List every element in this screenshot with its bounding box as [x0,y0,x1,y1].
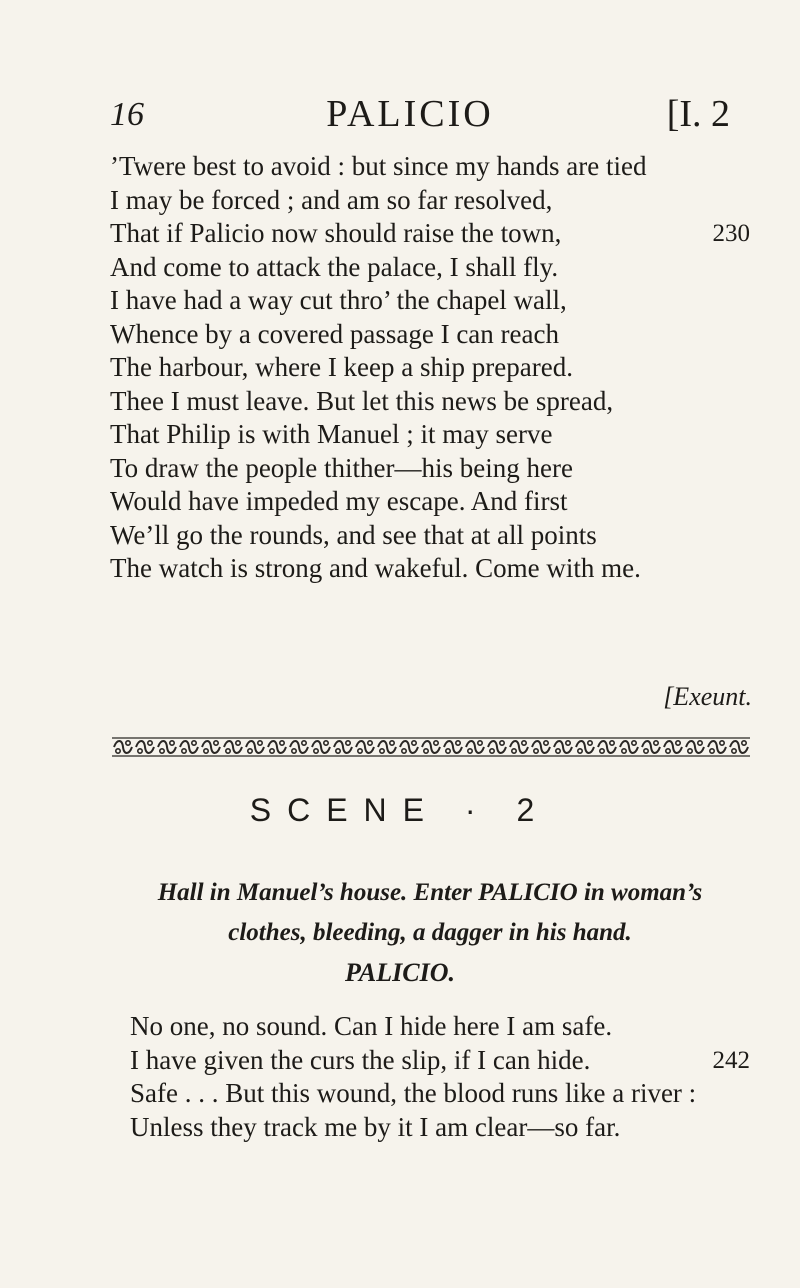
verse-line [110,385,750,419]
verse-text: No one, no sound. Can I hide here I am safe. [130,1011,613,1041]
verse-line [130,1044,750,1078]
verse-line [110,552,750,586]
line-number: 230 [712,220,750,247]
stage-direction-line: Hall in Manuel’s house. Enter PALICIO in woman’s [157,879,703,906]
decorative-ornament-band [112,736,750,758]
verse-text: And come to attack the palace, I shall fly. [110,251,559,282]
scene-heading: SCENE · 2 [249,792,551,828]
verse-text: The harbour, where I keep a ship prepared. [110,352,573,382]
verse-text: I may be forced ; and am so far resolved, [110,184,553,215]
verse-text: The watch is strong and wakeful. Come with me. [110,553,641,583]
verse-line [110,217,750,251]
running-title: PALICIO [326,93,494,135]
verse-line [110,284,750,318]
verse-line [110,452,750,486]
verse-block-2 [130,1010,750,1144]
verse-line [110,318,750,352]
verse-line [110,418,750,452]
speaker-name: PALICIO. [344,958,456,987]
stage-direction-line: clothes, bleeding, a dagger in his hand. [228,919,632,946]
verse-text: To draw the people thither—his being here [110,452,573,483]
verse-text: I have had a way cut thro’ the chapel wall, [110,285,567,315]
line-number: 242 [712,1046,750,1074]
stage-direction [110,873,750,953]
verse-text: I have given the curs the slip, if I can hide. [130,1044,591,1075]
verse-text: ’Twere best to avoid : but since my hands are tied [110,151,647,181]
verse-line [130,1077,750,1111]
verse-text: Would have impeded my escape. And first [110,486,568,516]
verse-text: Unless they track me by it I am clear—so far. [130,1111,621,1142]
verse-text: That if Palicio now should raise the town, [110,218,562,248]
verse-line [110,519,750,553]
page-number: 16 [110,96,144,133]
verse-line [110,251,750,285]
verse-line [110,351,750,385]
verse-line [130,1010,750,1044]
verse-block-1 [110,150,750,586]
verse-text: We’ll go the rounds, and see that at all points [110,519,597,550]
verse-text: Whence by a covered passage I can reach [110,318,559,349]
verse-line [110,485,750,519]
verse-text: That Philip is with Manuel ; it may serve [110,419,553,449]
running-head [110,92,730,142]
verse-text: Thee I must leave. But let this news be spread, [110,385,614,416]
verse-line [110,184,750,218]
verse-line [130,1111,750,1145]
exit-direction: [Exeunt. [663,682,752,711]
verse-text: Safe . . . But this wound, the blood runs like a river : [130,1078,697,1108]
verse-line [110,150,750,184]
act-scene-reference: [I. 2 [666,93,730,135]
